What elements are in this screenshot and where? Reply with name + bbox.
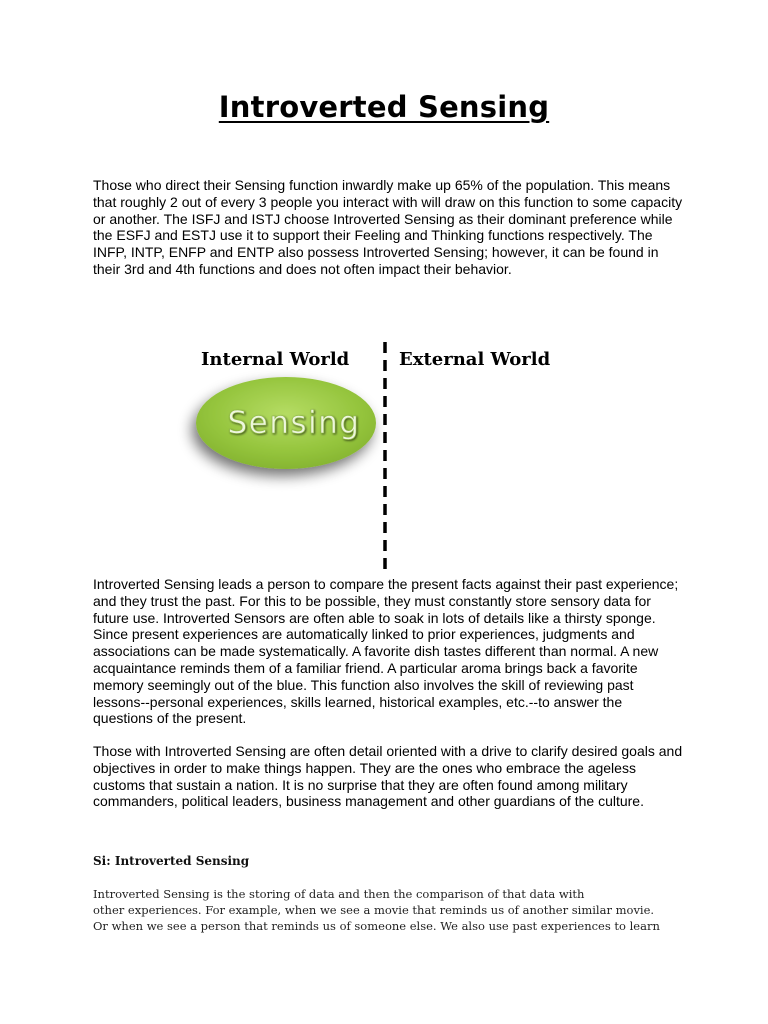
body-paragraph-1: Introverted Sensing leads a person to compare the present facts against their past experience; and they trust the past. For this to be possible, they must constantly store sensory data for future use. Introverted Sensors are often able to soak in lots of details like a thirsty sponge. Since present experiences are automatically linked to prior experiences, judgments and associations can be made systematically. A favorite dish tastes different than normal. A new acquaintance reminds them of a familiar friend. A particular aroma brings back a favorite memory seemingly out of the blue. This function also involves the skill of reviewing past lessons--personal experiences, skills learned, historical examples, etc.--to answer the questions of the present. <box>93 576 679 727</box>
section-line: other experiences. For example, when we see a movie that reminds us of another similar movie. <box>93 903 655 917</box>
external-world-label: External World <box>399 349 551 370</box>
section-heading: Si: Introverted Sensing <box>93 854 250 868</box>
intro-paragraph: Those who direct their Sensing function inwardly make up 65% of the population. This means that roughly 2 out of every 3 people you interact with will draw on this function to some capacity or another. The ISFJ and ISTJ choose Introverted Sensing as their dominant preference while the ESFJ and ESTJ use it to support their Feeling and Thinking functions respectively. The INFP, INTP, ENFP and ENTP also possess Introverted Sensing; however, it can be found in their 3rd and 4th functions and does not often impact their behavior. <box>93 177 683 277</box>
page-title: Introverted Sensing <box>218 90 550 124</box>
body-paragraph-2: Those with Introverted Sensing are often detail oriented with a drive to clarify desired goals and objectives in order to make things happen. They are the ones who embrace the ageless customs that sustain a nation. It is no surprise that they are often found among military commanders, political leaders, business management and other guardians of the culture. <box>93 743 683 810</box>
sensing-diagram <box>170 336 590 572</box>
section-line: Introverted Sensing is the storing of data and then the comparison of that data with <box>93 887 585 901</box>
sensing-ellipse-label: Sensing <box>227 405 361 441</box>
section-line: Or when we see a person that reminds us of someone else. We also use past experiences to learn <box>93 919 660 933</box>
section-paragraph <box>93 886 673 934</box>
internal-world-label: Internal World <box>201 349 350 370</box>
